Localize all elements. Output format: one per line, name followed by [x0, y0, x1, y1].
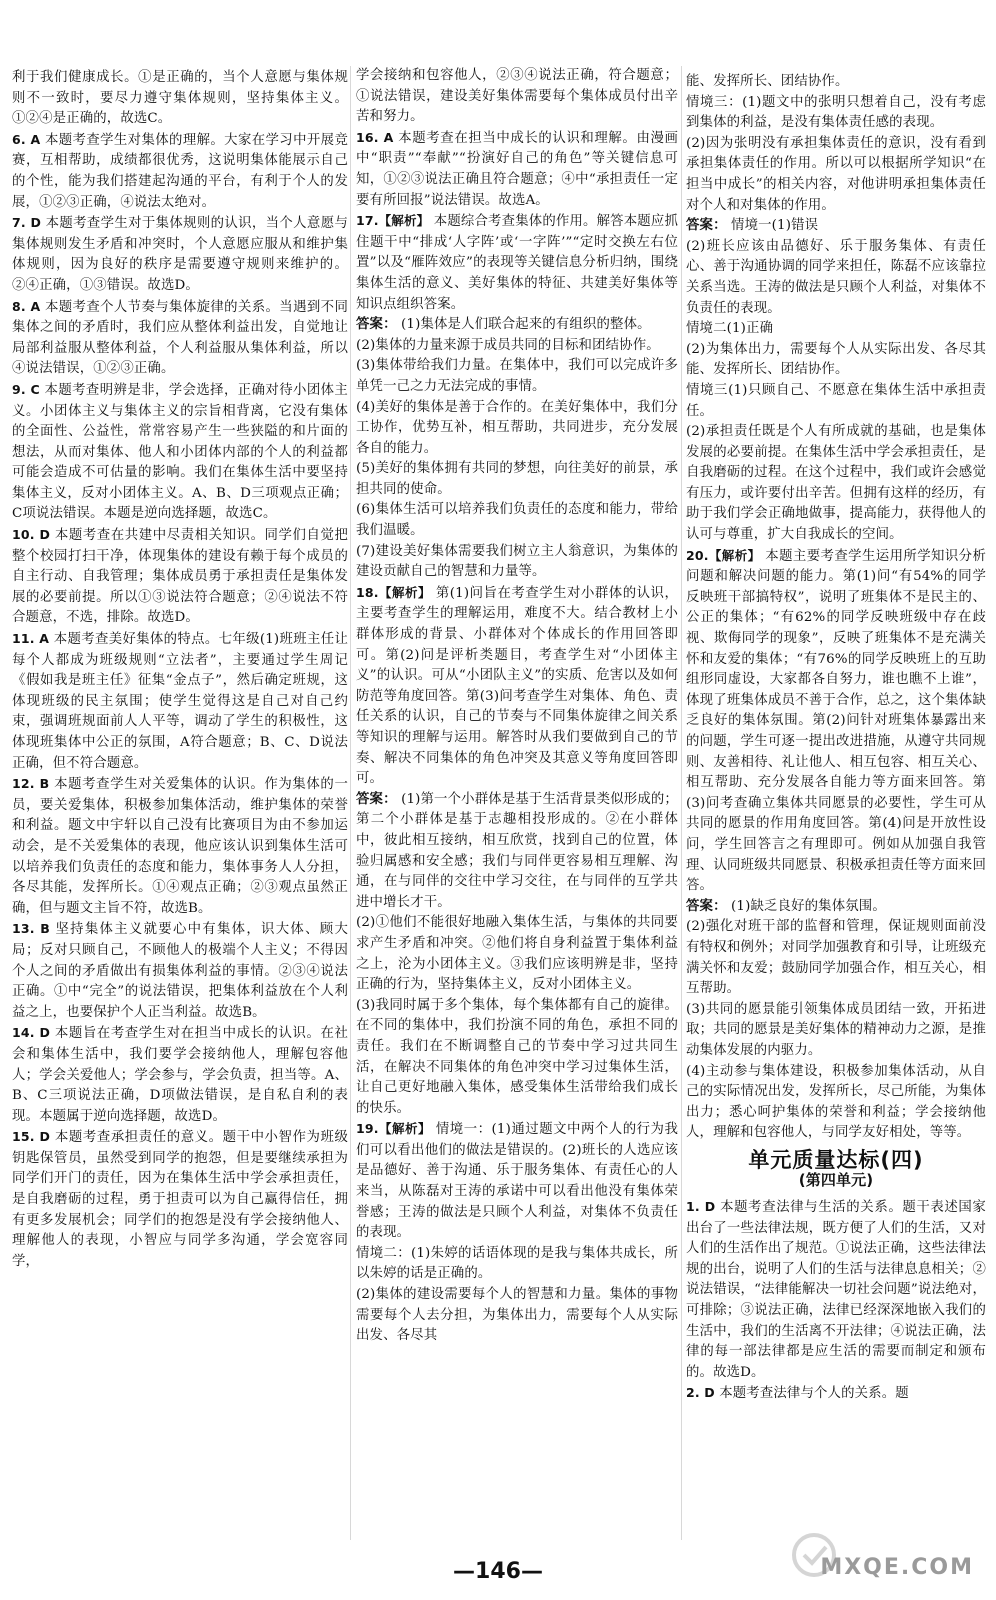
item-number: 9. C	[12, 381, 40, 397]
answer-item	[686, 216, 986, 546]
answer-item	[12, 380, 348, 525]
item-text: (1)缺乏良好的集体氛围。 (2)强化对班干部的监督和管理，保证规则面前没有特权和例外；对同学加强教育和引导，让班级充满关怀和友爱；鼓励同学加强合作，相互关心，相互帮助。 (3)共同的愿景能引领集体成员团结一致，开拓进取；共同的愿景是美好集体的精神动力之源，是推动集体发展的内驱力。 (4)主动参与集体建设，积极参加集体活动，从自己的实际情况出发，发挥所长，尽己所能，为集体出力；悉心呵护集体的荣誉和利益；学会接纳他人，理解和包容他人，与同学友好相处，等等。	[686, 898, 986, 1141]
item-number: 14. D	[12, 1025, 51, 1041]
answer-item	[12, 525, 348, 629]
item-text: 本题考查法律与生活的关系。题干表述国家出台了一些法律法规，既方便了人们的生活，又对人们的生活作出了规范。①说法正确，这些法律法规的出台，说明了人们的生活与法律息息相关；②说法错误，“法律能解决一切社会问题”说法绝对，可排除；③说法正确，法律已经深深地嵌入我们的生活中，我们的生活离不开法律；④说法正确，法律的每一部法律都是应生活的需要而制定和颁布的。故选D。	[686, 1200, 986, 1380]
answer-item	[12, 919, 348, 1023]
column-right-top	[686, 72, 986, 1144]
section-title: 单元质量达标(四)	[748, 1147, 924, 1172]
item-number: 答案：	[686, 898, 727, 914]
item-text: 本题旨在考查学生对在担当中成长的认识。在社会和集体生活中，我们要学会接纳他人，理解包容他人；学会关爱他人；学会参与，学会负责，担当等。A、B、C三项说法正确，D项做法错误，是自私自利的表现。本题属于逆向选择题，故选D。	[12, 1026, 348, 1124]
column-divider	[350, 66, 351, 1540]
item-text: 本题考查个人节奏与集体旋律的关系。当遇到不同集体之间的矛盾时，我们应从整体利益出发，自觉地让局部利益服从整体利益，个人利益服从集体利益，所以④说法错误，①②③正确。	[12, 299, 348, 377]
item-text: 学会接纳和包容他人，②③④说法正确，符合题意；①说法错误，建设美好集体需要每个集体成员付出辛苦和努力。	[356, 68, 678, 125]
answer-item	[356, 1119, 678, 1347]
answer-item	[12, 629, 348, 774]
item-text: 本题主要考查学生运用所学知识分析问题和解决问题的能力。第(1)问“有54%的同学反映班干部搞特权”，说明了班集体不是民主的、公正的集体；“有62%的同学反映班级中存在歧视、欺侮同学的现象”，反映了班集体不是充满关怀和友爱的集体；“有76%的同学反映班上的互助组形同虚设，大家都各自努力，谁也瞧不上谁”，体现了班集体成员不善于合作，总之，这个集体缺乏良好的集体氛围。第(2)问针对班集体暴露出来的问题，学生可逐一提出改进措施，从遵守共同规则、友善相待、礼让他人、相互包容、相互关心、相互帮助、充分发展各自能力等方面来回答。第(3)问考查确立集体共同愿景的必要性，学生可从共同的愿景的作用角度回答。第(4)问是开放性设问，学生回答言之有理即可。例如从加强自我管理、认同班级共同愿景、积极承担责任等方面来回答。	[686, 548, 986, 894]
item-number: 答案：	[686, 218, 727, 234]
answer-item	[12, 774, 348, 919]
answer-item	[686, 1383, 986, 1405]
answer-item	[356, 128, 678, 211]
column-divider	[681, 66, 682, 1540]
item-number: 答案：	[356, 791, 397, 807]
answer-item	[12, 213, 348, 296]
answer-item	[12, 1127, 348, 1272]
item-number: 16. A	[356, 129, 394, 145]
item-number: 12. B	[12, 776, 50, 792]
item-text: 情境一(1)错误 (2)班长应该由品德好、乐于服务集体、有责任心、善于沟通协调的同学来担任，陈磊不应该靠拉关系当选。王涛的做法是只顾个人利益，对集体不负责任的表现。 情境二(1)正确 (2)为集体出力，需要每个人从实际出发、各尽其能、发挥所长、团结协作。 情境三(1)只顾自己、不愿意在集体生活中承担责任。 (2)承担责任既是个人有所成就的基础，也是集体发展的必要前提。在集体生活中学会承担责任，是自我磨砺的过程。在这个过程中，我们或许会感觉有压力，或许要付出辛苦。但拥有这样的经历，有助于我们学会正确地做事，提高能力，获得他人的认可与尊重，扩大自我成长的空间。	[686, 218, 986, 543]
item-number: 10. D	[12, 527, 51, 543]
answer-item	[686, 546, 986, 897]
answer-item	[356, 583, 678, 790]
item-text: 第(1)问旨在考查学生对小群体的认识，主要考查学生的理解运用，难度不大。结合教材上小群体形成的背景、小群体对个体成长的作用回答即可。第(2)问是评析类题目，考查学生对“小团体主义”的认识。可从“小团队主义”的实质、危害以及如何防范等角度回答。第(3)问考查学生对集体、角色、责任关系的认识，自己的节奏与不同集体旋律之间关系等知识的理解与运用。解答时从我们要做到自己的节奏、解决不同集体的角色冲突及其意义等角度回答即可。	[356, 585, 678, 787]
item-text: 本题考查学生对于集体规则的认识，当个人意愿与集体规则发生矛盾和冲突时，个人意愿应服从和维护集体规则，因为良好的秩序是需要遵守规则来维护的。②④正确，①③错误。故选D。	[12, 216, 348, 293]
item-text: (1)第一个小群体是基于生活背景类似形成的；第二个小群体是基于志趣相投形成的。②在小群体中，彼此相互接纳，相互欣赏，找到自己的位置，体验归属感和安全感；我们与同伴更容易相互理解、沟通，在与同伴的交往中学习交往，在与同伴的互学共进中增长才干。 (2)①他们不能很好地融入集体生活，与集体的共同要求产生矛盾和冲突。②他们将自身利益置于集体利益之上，沦为小团体主义。③我们应该明辨是非，坚持正确的行为，坚持集体主义，反对小团体主义。 (3)我同时属于多个集体，每个集体都有自己的旋律。在不同的集体中，我们扮演不同的角色，承担不同的责任。我们在不断调整自己的节奏中学习过共同生活，在解决不同集体的角色冲突中学习过集体生活，让自己更好地融入集体，感受集体生活带给我们成长的快乐。	[356, 791, 678, 1116]
item-number: 6. A	[12, 131, 41, 147]
answer-item	[356, 315, 678, 583]
item-number: 20.【解析】	[686, 547, 761, 563]
item-number: 15. D	[12, 1129, 51, 1145]
column-right	[686, 72, 986, 1405]
answer-item	[686, 72, 986, 216]
answer-item	[356, 66, 678, 128]
item-text: 情境一：(1)通过题文中两个人的行为我们可以看出他们的做法是错误的。(2)班长的人选应该是品德好、善于沟通、乐于服务集体、有责任心的人来当，从陈磊对王涛的承诺中可以看出他没有集体荣誉感；王涛的做法是只顾个人利益，对集体不负责任的表现。 情境二：(1)朱婷的话语体现的是我与集体共成长，所以朱婷的话是正确的。 (2)集体的建设需要每个人的智慧和力量。集体的事物需要每个人去分担，为集体出力，需要每个人从实际出发、各尽其	[356, 1122, 678, 1344]
page-number: —146—	[453, 1559, 543, 1584]
answer-item	[12, 68, 348, 130]
item-text: 本题考查在担当中成长的认识和理解。由漫画中“职责”“奉献”“扮演好自己的角色”等关键信息可知，①②③说法正确且符合题意；④中“承担责任一定要有所回报”说法错误。故选A。	[356, 130, 678, 208]
column-left	[12, 68, 348, 1272]
answer-item	[12, 297, 348, 380]
item-number: 8. A	[12, 298, 41, 314]
item-number: 11. A	[12, 631, 50, 647]
item-text: 本题考查美好集体的特点。七年级(1)班班主任让每个人都成为班级规则“立法者”，主要通过学生周记《假如我是班主任》征集“金点子”，然后确定班规，这体现班级的民主氛围；使学生觉得这是自己对自己约束，强调班规面前人人平等，调动了学生的积极性，这体现班集体中公正的氛围，A符合题意；B、C、D说法正确，但不符合题意。	[12, 632, 348, 771]
answer-item	[356, 790, 678, 1120]
item-number: 17.【解析】	[356, 213, 430, 229]
item-number: 7. D	[12, 215, 41, 231]
answer-item	[12, 1023, 348, 1127]
item-text: 本题考查学生对关爱集体的认识。作为集体的一员，要关爱集体，积极参加集体活动，维护集体的荣誉和利益。题文中宇轩以自己没有比赛项目为由不参加运动会，是不关爱集体的表现，他应该认识到集体生活可以培养我们负责任的态度和能力，集体事务人人分担，各尽其能，发挥所长。①④观点正确；②③观点虽然正确，但与题文主旨不符，故选B。	[12, 777, 348, 916]
item-text: 本题考查法律与个人的关系。题	[719, 1386, 909, 1402]
item-number: 2. D	[686, 1385, 715, 1401]
item-text: 本题考查承担责任的意义。题干中小智作为班级钥匙保管员，虽然受到同学的抱怨，但是要继续承担为同学们开门的责任，因为在集体生活中学会承担责任，是自我磨砺的过程，勇于担责可以为自己赢得信任，拥有更多发展机会；同学们的抱怨是没有学会接纳他人、理解他人的表现，小智应与同学多沟通，学会宽容同学，	[12, 1130, 348, 1269]
column-middle	[356, 66, 678, 1347]
answer-item	[356, 211, 678, 315]
item-text: 能、发挥所长、团结协作。 情境三：(1)题文中的张明只想着自己，没有考虑到集体的利益，是没有集体责任感的表现。 (2)因为张明没有承担集体责任的意识，没有看到承担集体责任的作用。所以可以根据所学知识“在担当中成长”的相关内容，对他讲明承担集体责任对个人和对集体的作用。	[686, 74, 986, 213]
section-subtitle: (第四单元)	[798, 1171, 874, 1190]
item-text: 本题考查学生对集体的理解。大家在学习中开展竞赛，互相帮助，成绩都很优秀，这说明集体能展示自己的个性，能为我们搭建起沟通的平台，有利于个人的发展，①②③正确，④说法太绝对。	[12, 132, 348, 210]
item-text: (1)集体是人们联合起来的有组织的整体。 (2)集体的力量来源于成员共同的目标和团结协作。 (3)集体带给我们力量。在集体中，我们可以完成许多单凭一己之力无法完成的事情。 (4)美好的集体是善于合作的。在美好集体中，我们分工协作，优势互补，相互帮助，共同进步，充分发展各自的能力。 (5)美好的集体拥有共同的梦想，向往美好的前景，承担共同的使命。 (6)集体生活可以培养我们负责任的态度和能力，带给我们温暖。 (7)建设美好集体需要我们树立主人翁意识，为集体的建设贡献自己的智慧和力量等。	[356, 317, 678, 580]
watermark-text: MXQE.COM	[820, 1555, 974, 1580]
item-text: 本题考查在共建中尽责相关知识。同学们自觉把整个校园打扫干净，体现集体的建设有赖于每个成员的自主行动、自我管理；集体成员勇于承担责任是集体发展的必要前提。所以①③说法符合题意；②④说法不符合题意，不选，排除。故选D。	[12, 528, 348, 626]
item-text: 利于我们健康成长。①是正确的，当个人意愿与集体规则不一致时，要尽力遵守集体规则，坚持集体主义。①②④是正确的，故选C。	[12, 70, 348, 127]
item-text: 坚持集体主义就要心中有集体，识大体、顾大局；反对只顾自己，不顾他人的极端个人主义；不得因个人之间的矛盾做出有损集体利益的事情。②③④说法正确。①中“完全”的说法错误，把集体利益放在个人利益之上，也要保护个人正当利益。故选B。	[12, 922, 348, 1020]
item-text: 本题综合考查集体的作用。解答本题应抓住题干中“排成‘人字阵’或‘一字阵’”“定时交换左右位置”以及“雁阵效应”的表现等关键信息分析归纳，围绕集体生活的意义、美好集体的特征、共建美好集体等知识点组织答案。	[356, 214, 678, 312]
answer-item	[686, 897, 986, 1144]
item-number: 19.【解析】	[356, 1121, 432, 1137]
answer-item	[686, 1197, 986, 1383]
item-number: 18.【解析】	[356, 584, 432, 600]
column-right-bottom	[686, 1197, 986, 1405]
answer-item	[12, 130, 348, 213]
item-number: 13. B	[12, 921, 50, 937]
item-text: 本题考查明辨是非，学会选择，正确对待小团体主义。小团体主义与集体主义的宗旨相背离，它没有集体的全面性、公益性，常常容易产生一些狭隘的和片面的想法，从而对集体、他人和小团体内部的个人的利益都可能会造成不可估量的影响。我们在集体生活中要坚持集体主义，反对小团体主义。A、B、D三项观点正确；C项说法错误。本题是逆向选择题，故选C。	[12, 382, 348, 522]
item-number: 1. D	[686, 1199, 716, 1215]
item-number: 答案：	[356, 317, 397, 333]
